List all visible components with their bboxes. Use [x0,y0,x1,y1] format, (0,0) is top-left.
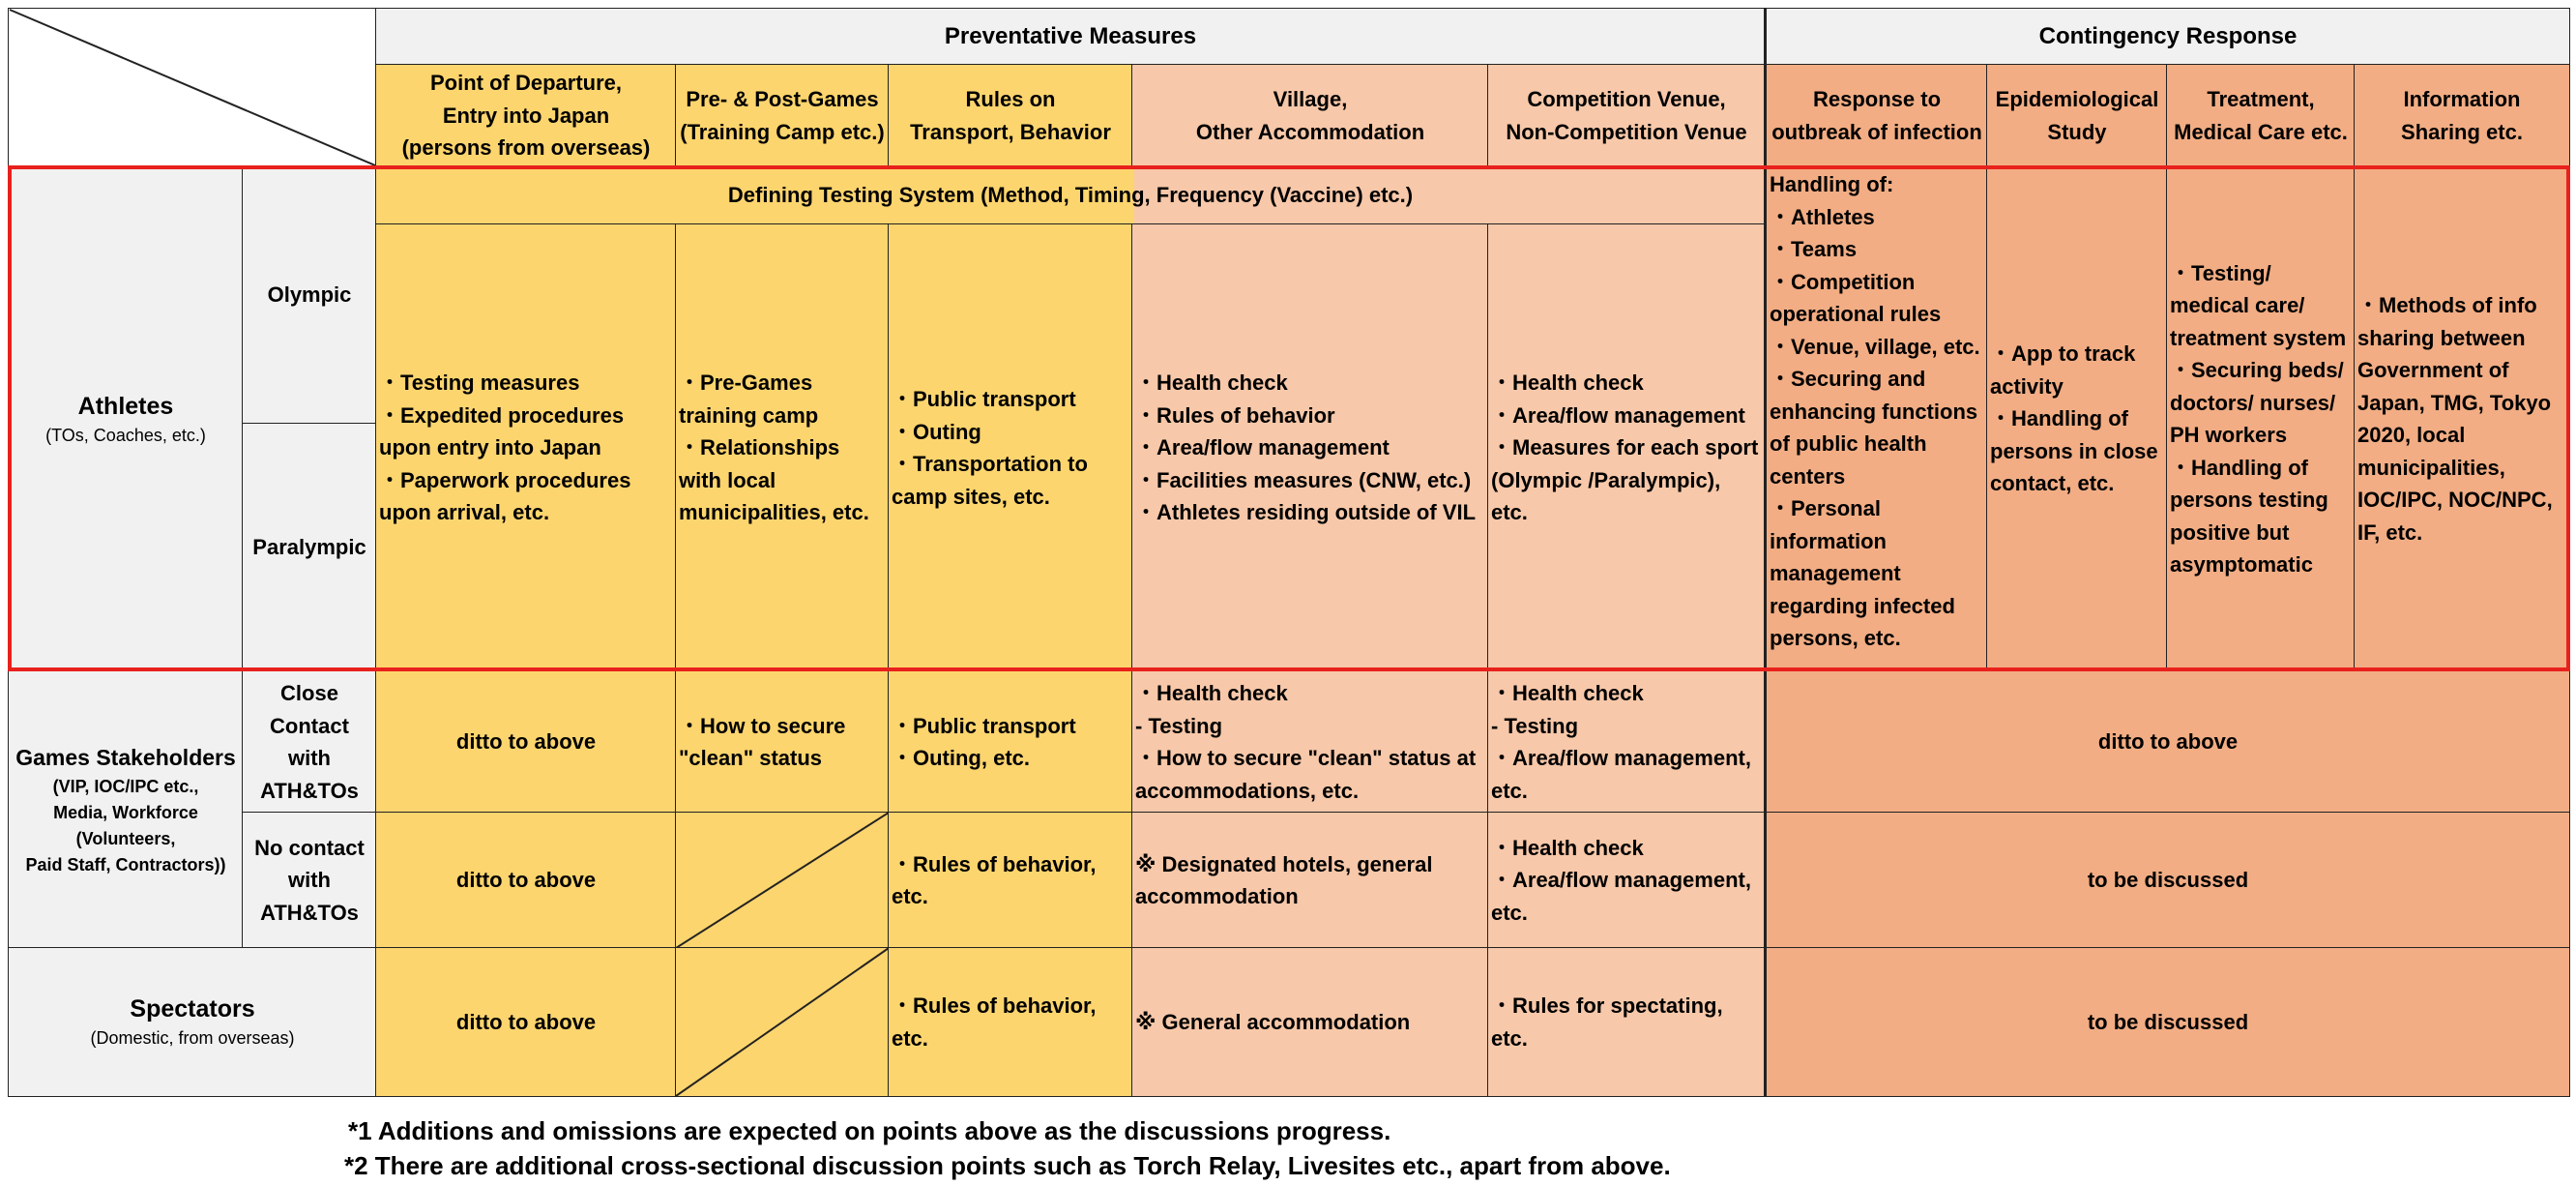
col-header-village: Village, Other Accommodation [1131,64,1489,167]
athletes-info: ・Methods of info sharing between Government of Japan, TMG, Tokyo 2020, local municipalities, IOC/IPC, NOC/NPC, IF, etc. [2354,165,2570,672]
spectators-transport: ・Rules of behavior, etc. [888,947,1133,1097]
row-label-olympic: Olympic [242,165,377,425]
spectators-label: Spectators [130,995,255,1023]
footnote-1: *1 Additions and omissions are expected on points above as the discussions progress. [348,1116,1391,1145]
spectators-pregames-not-applicable [675,947,890,1097]
row-label-athletes [8,165,244,672]
col-header-pregames: Pre- & Post-Games (Training Camp etc.) [675,64,890,167]
athletes-treatment: ・Testing/ medical care/ treatment system ・Securing beds/ doctors/ nurses/ PH workers ・Handling of persons testing positive but asymptomatic [2166,165,2356,672]
preventative-header: Preventative Measures [375,8,1766,66]
spectators-contingency: to be discussed [1764,947,2570,1097]
row-label-stakeholders [8,670,244,949]
row-label-close-contact: Close Contact with ATH&TOs [242,670,377,814]
close-village: ・Health check - Testing ・How to secure "clean" status at accommodations, etc. [1131,670,1489,814]
spectators-sublabel: (Domestic, from overseas) [90,1028,295,1048]
athletes-village: ・Health check ・Rules of behavior ・Area/flow management ・Facilities measures (CNW, etc.) ・Athletes residing outside of VIL [1131,223,1489,672]
nocontact-transport: ・Rules of behavior, etc. [888,812,1133,949]
col-header-info: Information Sharing etc. [2354,64,2570,167]
col-header-response: Response to outbreak of infection [1764,64,1988,167]
athletes-pregames: ・Pre-Games training camp ・Relationships with local municipalities, etc. [675,223,890,672]
diagonal-slash-icon [676,813,889,948]
athletes-venue: ・Health check ・Area/flow management ・Measures for each sport (Olympic /Paralympic), etc. [1487,223,1766,672]
row-label-paralympic: Paralympic [242,423,377,672]
row-label-spectators [8,947,377,1097]
row-label-no-contact: No contact with ATH&TOs [242,812,377,949]
col-header-venue: Competition Venue, Non-Competition Venue [1487,64,1766,167]
col-header-transport: Rules on Transport, Behavior [888,64,1133,167]
close-transport: ・Public transport ・Outing, etc. [888,670,1133,814]
stakeholders-label: Games Stakeholders [15,745,236,770]
athletes-response: Handling of: ・Athletes ・Teams ・Competition operational rules ・Venue, village, etc. ・Securing and enhancing functions of public health centers ・Personal information management regarding infected persons, etc. [1764,165,1988,672]
testing-system-banner: Defining Testing System (Method, Timing, Frequency (Vaccine) etc.) [375,165,1766,225]
athletes-transport: ・Public transport ・Outing ・Transportation to camp sites, etc. [888,223,1133,672]
col-header-epidemiological: Epidemiological Study [1986,64,2168,167]
athletes-sublabel: (TOs, Coaches, etc.) [45,425,206,445]
nocontact-village: ※ Designated hotels, general accommodation [1131,812,1489,949]
measures-matrix [8,8,2570,1091]
nocontact-pregames-not-applicable [675,812,890,949]
diagonal-slash-icon [676,948,889,1096]
col-header-departure: Point of Departure, Entry into Japan (persons from overseas) [375,64,677,167]
spectators-venue: ・Rules for spectating, etc. [1487,947,1766,1097]
contingency-header: Contingency Response [1764,8,2570,66]
athletes-label: Athletes [77,392,174,420]
stakeholders-sublabel: (VIP, IOC/IPC etc., Media, Workforce (Volunteers, Paid Staff, Contractors)) [25,777,226,875]
col-header-treatment: Treatment, Medical Care etc. [2166,64,2356,167]
close-departure: ditto to above [375,670,677,814]
nocontact-contingency: to be discussed [1764,812,2570,949]
corner-cell [8,8,377,167]
nocontact-departure: ditto to above [375,812,677,949]
close-contingency: ditto to above [1764,670,2570,814]
spectators-village: ※ General accommodation [1131,947,1489,1097]
close-venue: ・Health check - Testing ・Area/flow management, etc. [1487,670,1766,814]
close-pregames: ・How to secure "clean" status [675,670,890,814]
spectators-departure: ditto to above [375,947,677,1097]
footnote-2: *2 There are additional cross-sectional discussion points such as Torch Relay, Livesites etc., apart from above. [344,1151,1671,1180]
athletes-epidemiological: ・App to track activity ・Handling of persons in close contact, etc. [1986,165,2168,672]
nocontact-venue: ・Health check ・Area/flow management, etc. [1487,812,1766,949]
athletes-departure: ・Testing measures ・Expedited procedures upon entry into Japan ・Paperwork procedures upon arrival, etc. [375,223,677,672]
